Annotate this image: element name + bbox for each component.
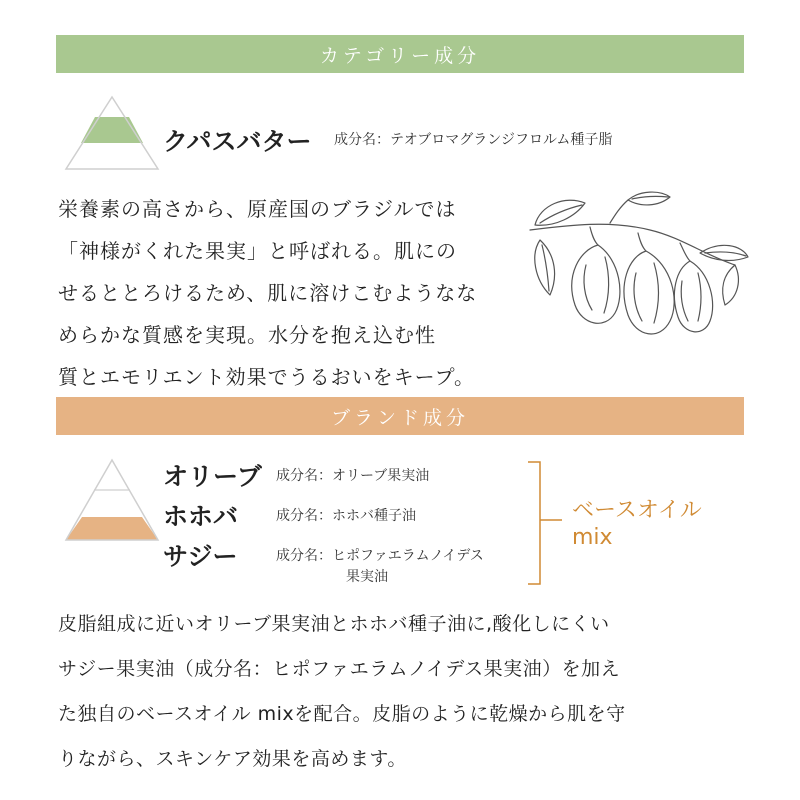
category-description xyxy=(58,188,477,398)
ingredient-name-sea-buckthorn: サジー xyxy=(163,542,238,571)
brand-description xyxy=(58,602,626,782)
base-oil-label: ベースオイル xyxy=(572,498,702,523)
paragraph-line: 栄養素の高さから、原産国のブラジルでは xyxy=(58,197,457,221)
cupuacu-plant-illustration xyxy=(520,185,750,365)
ingredient-name-cupuacu: クパスバター xyxy=(163,127,312,156)
paragraph-line: た独自のベースオイル mixを配合。皮脂のように乾燥から肌を守 xyxy=(58,703,626,725)
ingredient-label-jojoba: 成分名：ホホバ種子油 xyxy=(276,508,416,524)
bracket-divider xyxy=(526,460,566,586)
brand-banner-title: ブランド成分 xyxy=(330,406,469,429)
category-banner-title: カテゴリー成分 xyxy=(319,44,481,67)
pyramid-icon-brand xyxy=(64,458,160,542)
ingredient-label-cupuacu: 成分名：テオブロマグランジフロルム種子脂 xyxy=(334,132,613,148)
brand-banner xyxy=(56,397,744,435)
paragraph-line: サジー果実油（成分名：ヒポファエラムノイデス果実油）を加え xyxy=(58,658,621,680)
category-banner xyxy=(56,35,744,73)
paragraph-line: 質とエモリエント効果でうるおいをキープ。 xyxy=(58,365,475,389)
ingredient-label-olive: 成分名：オリーブ果実油 xyxy=(276,468,430,484)
pyramid-icon-category xyxy=(64,95,160,171)
ingredient-label-sea-buckthorn-cont: 果実油 xyxy=(346,569,388,585)
paragraph-line: めらかな質感を実現。水分を抱え込む性 xyxy=(58,323,436,347)
paragraph-line: 「神様がくれた果実」と呼ばれる。肌にの xyxy=(58,239,457,263)
mix-label: mix xyxy=(572,525,613,550)
paragraph-line: りながら、スキンケア効果を高めます。 xyxy=(58,748,407,770)
ingredient-name-olive: オリーブ xyxy=(163,462,262,491)
ingredient-label-sea-buckthorn: 成分名：ヒポファエラムノイデス xyxy=(276,548,484,564)
paragraph-line: せるととろけるため、肌に溶けこむようなな xyxy=(58,281,478,305)
paragraph-line: 皮脂組成に近いオリーブ果実油とホホバ種子油に,酸化しにくい xyxy=(58,613,610,635)
ingredient-name-jojoba: ホホバ xyxy=(163,502,239,531)
